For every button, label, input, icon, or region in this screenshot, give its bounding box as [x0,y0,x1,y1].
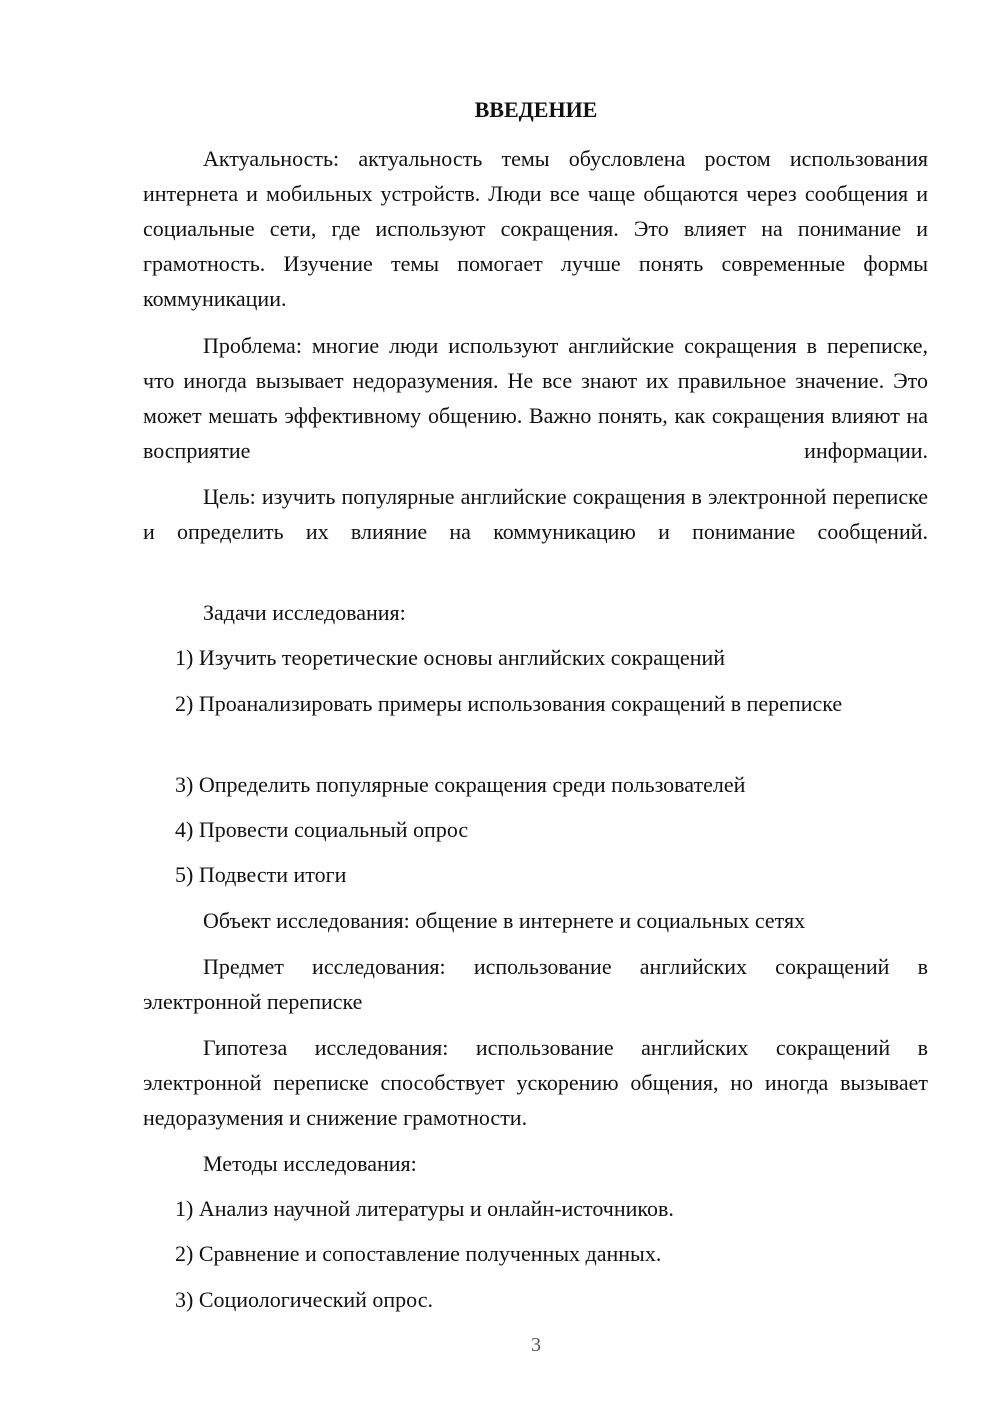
task-item: 5) Подвести итоги [175,862,347,887]
task-item: 1) Изучить теоретические основы английских сокращений [175,645,726,670]
task-item: 2) Проанализировать примеры использования сокращений в переписке [175,691,843,716]
paragraph-goal: Цель: изучить популярные английские сокращения в электронной переписке и определить их влияние на коммуникацию и понимание сообщений. [143,484,928,544]
page-number: 3 [531,1334,541,1356]
tasks-title: Задачи исследования: [203,600,406,625]
task-item: 4) Провести социальный опрос [175,817,469,842]
methods-title: Методы исследования: [203,1151,417,1176]
paragraph-hypothesis: Гипотеза исследования: использование английских сокращений в электронной переписке способствует ускорению общения, но иногда вызывает недоразумения и снижение грамотности. [143,1035,928,1130]
method-item: 3) Социологический опрос. [175,1287,433,1312]
section-heading: ВВЕДЕНИЕ [474,97,598,122]
paragraph-object: Объект исследования: общение в интернете и социальных сетях [203,908,806,933]
task-item: 3) Определить популярные сокращения среди пользователей [175,772,746,797]
method-item: 1) Анализ научной литературы и онлайн-источников. [175,1196,674,1221]
paragraph-subject: Предмет исследования: использование английских сокращений в электронной переписке [143,954,928,1014]
paragraph-problem: Проблема: многие люди используют английские сокращения в переписке, что иногда вызывает недоразумения. Не все знают их правильное значение. Это может мешать эффективному общению. Важно понять, как сокращения влияют на восприятие информации. [143,333,928,463]
paragraph-relevance: Актуальность: актуальность темы обусловлена ростом использования интернета и мобильных устройств. Люди все чаще общаются через сообщения и социальные сети, где используют сокращения. Это влияет на понимание и грамотность. Изучение темы помогает лучше понять современные формы коммуникации. [143,146,928,311]
method-item: 2) Сравнение и сопоставление полученных данных. [175,1241,662,1266]
